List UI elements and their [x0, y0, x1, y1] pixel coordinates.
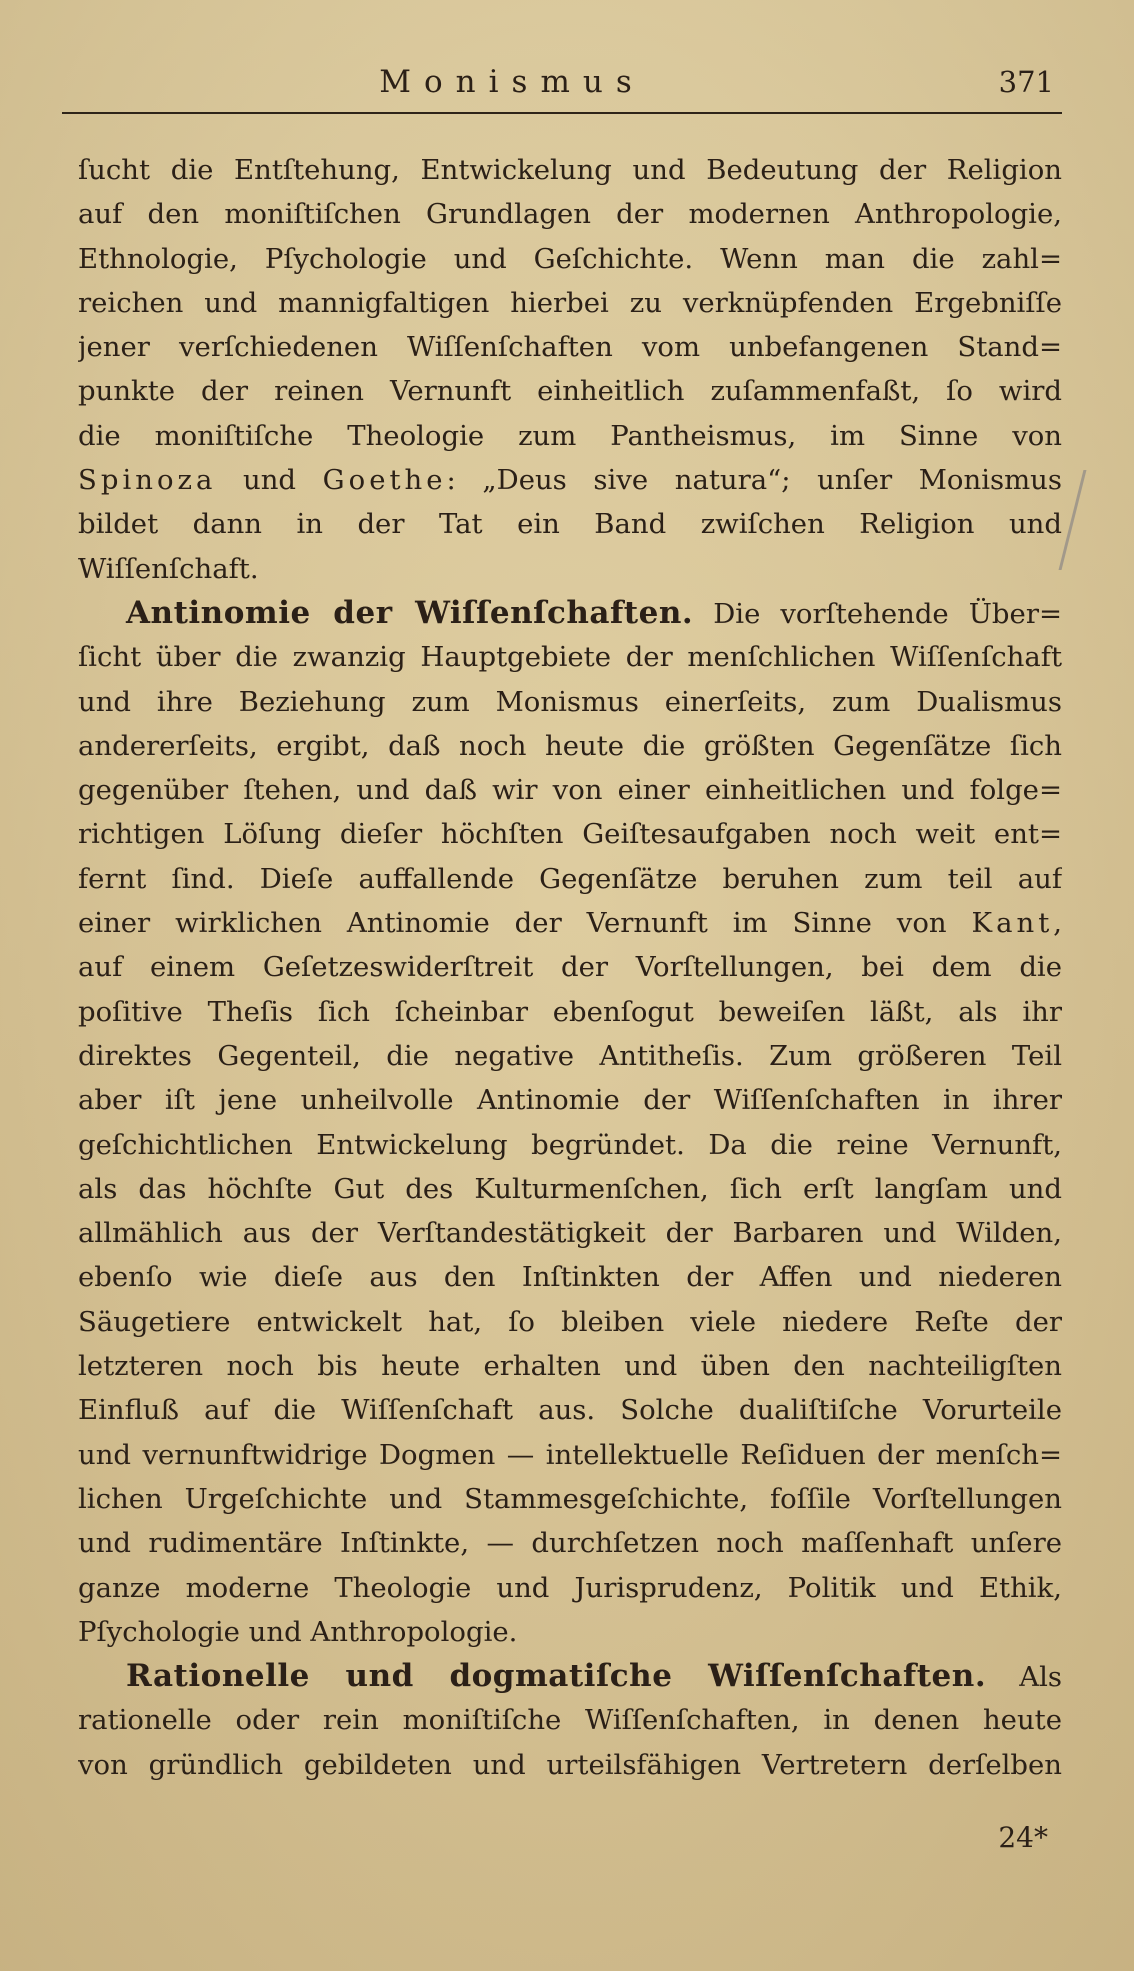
section-heading-rationelle: Rationelle und dogmatiſche Wiſſenſchaften.	[126, 1658, 987, 1695]
text-line: lichen Urgeſchichte und Stammesgeſchichte, foſſile Vorſtellungen	[78, 1482, 1062, 1515]
text-line: geſchichtlichen Entwickelung begründet. Da die reine Vernunft,	[78, 1128, 1062, 1161]
text-line: Wiſſenſchaft.	[78, 552, 259, 585]
text-line: ganze moderne Theologie und Jurisprudenz, Politik und Ethik,	[78, 1571, 1062, 1604]
text-line: als das höchſte Gut des Kulturmenſchen, ſich erſt langſam und	[78, 1172, 1062, 1205]
text-line	[78, 591, 1062, 635]
text-line: gegenüber ſtehen, und daß wir von einer einheitlichen und folge=	[78, 774, 1062, 807]
text-line	[78, 458, 1062, 502]
text-line: auf einem Geſetzeswiderſtreit der Vorſtellungen, bei dem die	[78, 951, 1062, 984]
text-line: rationelle oder rein moniſtiſche Wiſſenſchaften, in denen heute	[78, 1704, 1062, 1737]
text-line: richtigen Löſung dieſer höchſten Geiſtesaufgaben noch weit ent=	[78, 818, 1062, 851]
name-kant: Kant	[971, 907, 1054, 940]
text-span: und	[216, 464, 323, 497]
text-line: punkte der reinen Vernunft einheitlich zuſammenfaßt, ſo wird	[78, 375, 1062, 408]
section-heading-antinomie: Antinomie der Wiſſenſchaften.	[126, 594, 694, 631]
text-line: aber iſt jene unheilvolle Antinomie der Wiſſenſchaften in ihrer	[78, 1084, 1062, 1117]
header-rule	[62, 112, 1062, 114]
text-line: ſicht über die zwanzig Hauptgebiete der menſchlichen Wiſſenſchaft	[78, 641, 1062, 674]
text-line: jener verſchiedenen Wiſſenſchaften vom unbefangenen Stand=	[78, 331, 1062, 364]
text-line: Pſychologie und Anthropologie.	[78, 1615, 518, 1648]
text-line: von gründlich gebildeten und urteilsfähigen Vertretern derſelben	[78, 1748, 1062, 1781]
name-spinoza: Spinoza	[78, 464, 217, 497]
text-line: Ethnologie, Pſychologie und Geſchichte. Wenn man die zahl=	[78, 242, 1062, 275]
text-line: andererſeits, ergibt, daß noch heute die größten Gegenſätze ſich	[78, 729, 1062, 762]
text-line: direktes Gegenteil, die negative Antitheſis. Zum größeren Teil	[78, 1039, 1062, 1072]
body-text	[78, 148, 1062, 1787]
text-line	[78, 901, 1062, 945]
running-head	[62, 60, 1062, 110]
text-span: ,	[1053, 907, 1062, 940]
signature-mark: 24*	[998, 1821, 1048, 1854]
running-title: Monismus	[379, 64, 645, 100]
text-span: einer wirklichen Antinomie der Vernunft im Sinne von	[78, 907, 972, 940]
text-line: allmählich aus der Verſtandestätigkeit der Barbaren und Wilden,	[78, 1217, 1062, 1250]
text-line: reichen und mannigfaltigen hierbei zu verknüpfenden Ergebniſſe	[78, 286, 1062, 319]
text-line: bildet dann in der Tat ein Band zwiſchen Religion und	[78, 508, 1062, 541]
text-span: : „Deus sive natura“; unſer Monismus	[446, 464, 1062, 497]
text-line	[78, 1654, 1062, 1698]
text-line: poſitive Theſis ſich ſcheinbar ebenſogut beweiſen läßt, als ihr	[78, 995, 1062, 1028]
text-line: und rudimentäre Inſtinkte, — durchſetzen noch maſſenhaft unſere	[78, 1527, 1062, 1560]
text-line: die moniſtiſche Theologie zum Pantheismus, im Sinne von	[78, 419, 1062, 452]
text-line: fernt ſind. Dieſe auffallende Gegenſätze beruhen zum teil auf	[78, 862, 1062, 895]
text-line: auf den moniſtiſchen Grundlagen der modernen Anthropologie,	[78, 198, 1062, 231]
text-line: Säugetiere entwickelt hat, ſo bleiben viele niedere Reſte der	[78, 1305, 1062, 1338]
text-line: letzteren noch bis heute erhalten und üben den nachteiligſten	[78, 1350, 1062, 1383]
text-line: und vernunftwidrige Dogmen — intellektuelle Reſiduen der menſch=	[78, 1438, 1062, 1471]
name-goethe: Goethe	[322, 464, 447, 497]
text-span: Als	[986, 1661, 1062, 1694]
text-line: ebenſo wie dieſe aus den Inſtinkten der Affen und niederen	[78, 1261, 1062, 1294]
text-span: Die vorſtehende Über=	[693, 597, 1062, 630]
text-line: und ihre Beziehung zum Monismus einerſeits, zum Dualismus	[78, 685, 1062, 718]
text-line: ſucht die Entſtehung, Entwickelung und Bedeutung der Religion	[78, 154, 1062, 186]
page-number: 371	[998, 65, 1054, 99]
text-line: Einfluß auf die Wiſſenſchaft aus. Solche dualiſtiſche Vorurteile	[78, 1394, 1062, 1427]
